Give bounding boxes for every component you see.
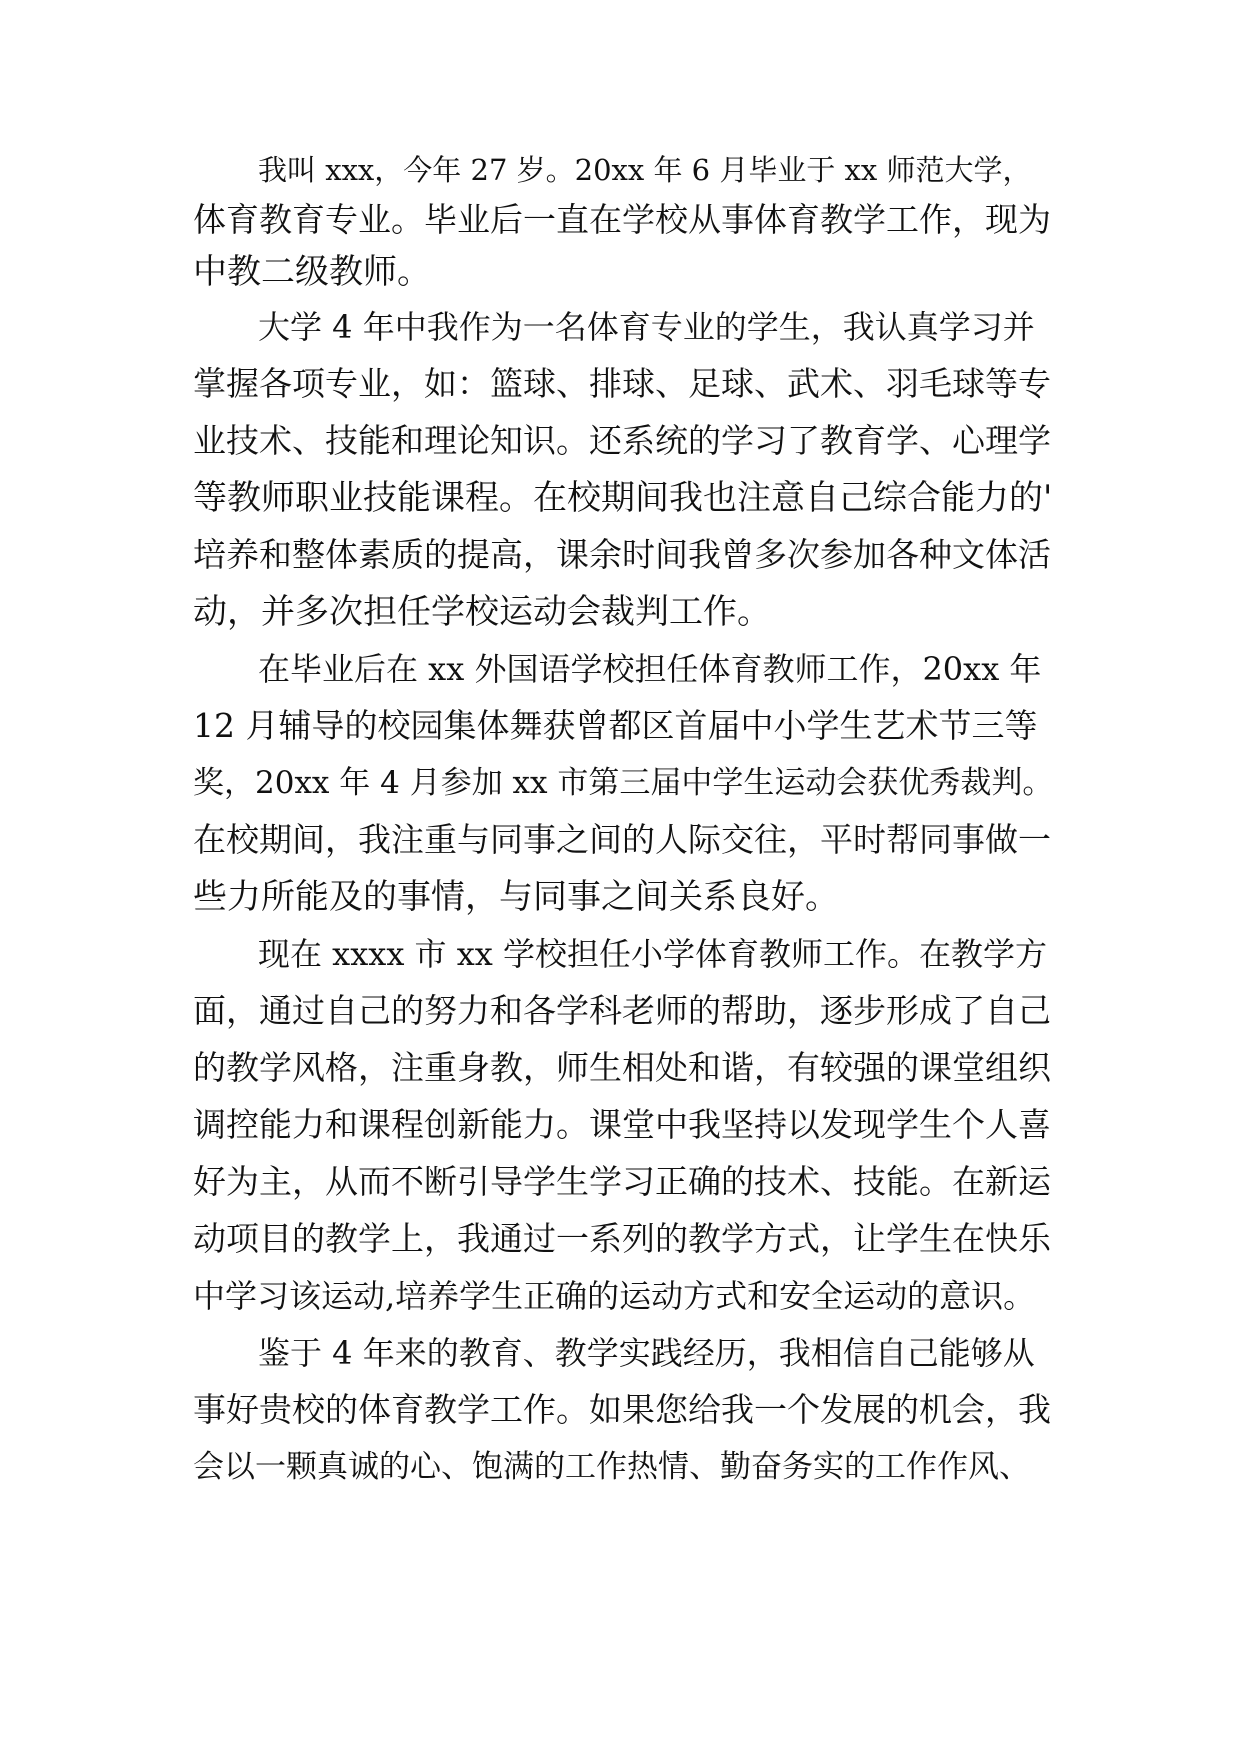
- text-line: 些力所能及的事情，与同事之间关系良好。: [193, 877, 839, 917]
- text-line: 培养和整体素质的提高，课余时间我曾多次参加各种文体活: [193, 535, 1051, 574]
- text-line: 掌握各项专业，如：篮球、排球、足球、武术、羽毛球等专: [193, 364, 1051, 403]
- text-line: 好为主，从而不断引导学生学习正确的技术、技能。在新运: [193, 1162, 1051, 1201]
- text-line: 等教师职业技能课程。在校期间我也注意自己综合能力的': [193, 478, 1053, 518]
- text-line: 中教二级教师。: [193, 252, 431, 292]
- text-line: 的教学风格，注重身教，师生相处和谐，有较强的课堂组织: [193, 1048, 1051, 1087]
- text-line: 鉴于 4 年来的教育、教学实践经历，我相信自己能够从: [258, 1334, 1035, 1372]
- text-line: 现在 xxxx 市 xx 学校担任小学体育教师工作。在教学方: [258, 935, 1047, 973]
- text-line: 我叫 xxx，今年 27 岁。20xx 年 6 月毕业于 xx 师范大学，: [258, 153, 1032, 187]
- text-line: 奖，20xx 年 4 月参加 xx 市第三届中学生运动会获优秀裁判。: [193, 765, 1054, 801]
- text-line: 事好贵校的体育教学工作。如果您给我一个发展的机会，我: [193, 1390, 1051, 1429]
- text-line: 动项目的教学上，我通过一系列的教学方式，让学生在快乐: [193, 1219, 1051, 1258]
- text-line: 会以一颗真诚的心、饱满的工作热情、勤奋务实的工作作风、: [193, 1449, 1030, 1485]
- text-line: 调控能力和课程创新能力。课堂中我坚持以发现学生个人喜: [193, 1105, 1051, 1144]
- text-line: 在毕业后在 xx 外国语学校担任体育教师工作，20xx 年: [258, 650, 1042, 688]
- text-line: 12 月辅导的校园集体舞获曾都区首届中小学生艺术节三等: [193, 706, 1038, 745]
- text-line: 大学 4 年中我作为一名体育专业的学生，我认真学习并: [258, 308, 1035, 346]
- text-line: 业技术、技能和理论知识。还系统的学习了教育学、心理学: [193, 421, 1051, 460]
- text-line: 体育教育专业。毕业后一直在学校从事体育教学工作，现为: [193, 200, 1051, 239]
- text-line: 动，并多次担任学校运动会裁判工作。: [193, 592, 771, 632]
- text-line: 在校期间，我注重与同事之间的人际交往，平时帮同事做一: [193, 820, 1051, 859]
- text-line: 面，通过自己的努力和各学科老师的帮助，逐步形成了自己: [193, 991, 1051, 1030]
- text-line: 中学习该运动,培养学生正确的运动方式和安全运动的意识。: [193, 1277, 1036, 1315]
